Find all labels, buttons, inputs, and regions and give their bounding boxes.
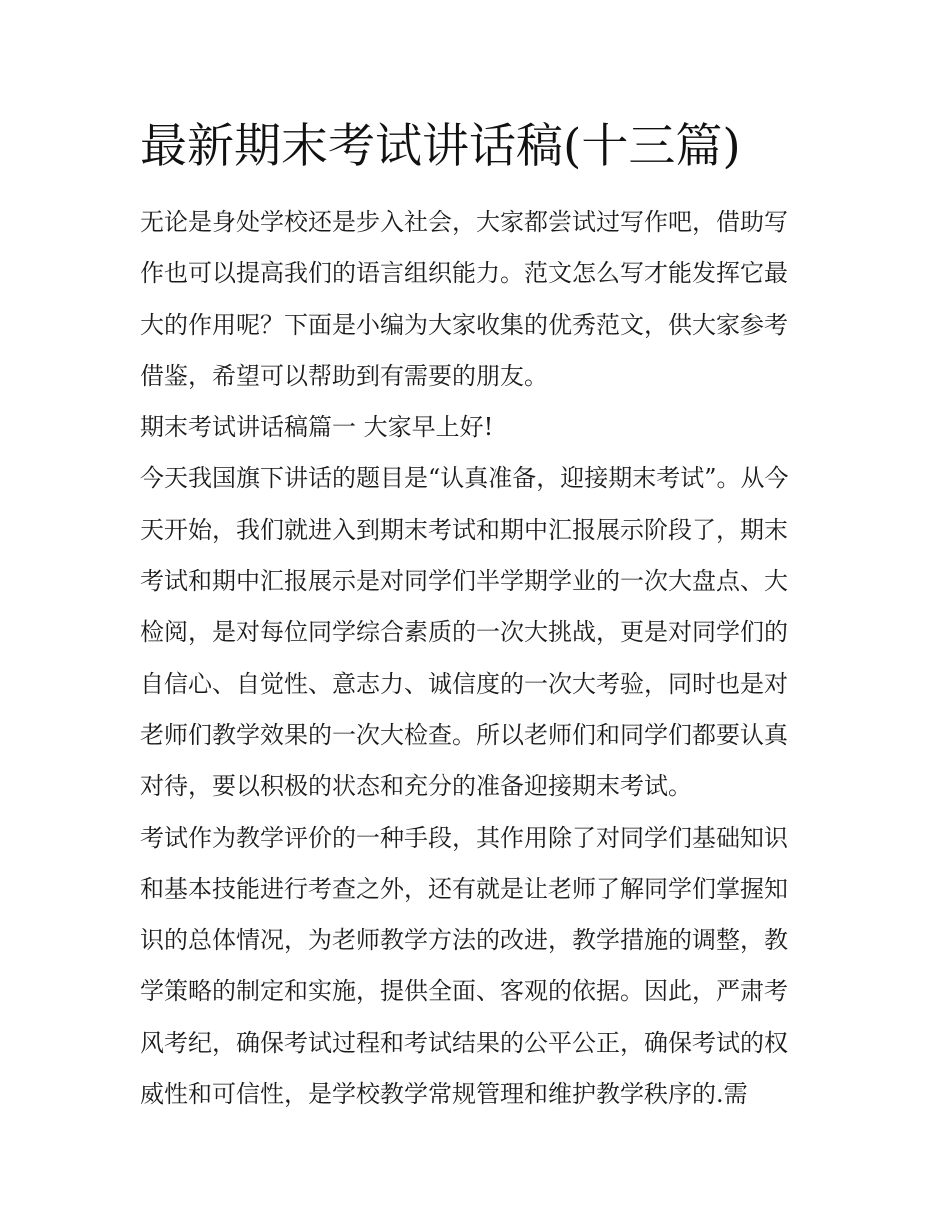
text-line: 老师们教学效果的一次大检查。所以老师们和同学们都要认真 bbox=[140, 720, 788, 749]
document-title: 最新期末考试讲话稿(十三篇) bbox=[140, 119, 741, 174]
text-line: 自信心、自觉性、意志力、诚信度的一次大考验，同时也是对 bbox=[140, 669, 788, 698]
text-line: 大的作用呢？下面是小编为大家收集的优秀范文，供大家参考 bbox=[140, 310, 788, 339]
text-line: 无论是身处学校还是步入社会，大家都尝试过写作吧，借助写 bbox=[140, 208, 788, 236]
text-line: 识的总体情况，为老师教学方法的改进，教学措施的调整，教 bbox=[140, 926, 788, 955]
text-line: 今天我国旗下讲话的题目是“认真准备，迎接期末考试”。从今 bbox=[140, 464, 789, 493]
intro-paragraph bbox=[140, 197, 820, 402]
speech-paragraph-1 bbox=[140, 453, 820, 812]
text-line: 对待，要以积极的状态和充分的准备迎接期末考试。 bbox=[140, 772, 692, 801]
document-body bbox=[140, 197, 820, 1120]
text-line: 学策略的制定和实施，提供全面、客观的依据。因此，严肃考 bbox=[140, 977, 788, 1006]
text-line: 期末考试讲话稿篇一 大家早上好! bbox=[140, 413, 494, 442]
text-line: 和基本技能进行考查之外，还有就是让老师了解同学们掌握知 bbox=[140, 874, 788, 903]
text-line: 考试作为教学评价的一种手段，其作用除了对同学们基础知识 bbox=[140, 823, 788, 852]
text-line: 检阅，是对每位同学综合素质的一次大挑战，更是对同学们的 bbox=[140, 618, 788, 647]
text-line: 考试和期中汇报展示是对同学们半学期学业的一次大盘点、大 bbox=[140, 567, 788, 596]
text-line: 天开始，我们就进入到期末考试和期中汇报展示阶段了，期末 bbox=[140, 515, 788, 544]
text-line: 威性和可信性，是学校教学常规管理和维护教学秩序的.需 bbox=[140, 1080, 748, 1109]
section-heading-paragraph bbox=[140, 402, 820, 453]
text-line: 风考纪，确保考试过程和考试结果的公平公正，确保考试的权 bbox=[140, 1028, 788, 1057]
text-line: 作也可以提高我们的语言组织能力。范文怎么写才能发挥它最 bbox=[140, 259, 788, 288]
text-line: 借鉴，希望可以帮助到有需要的朋友。 bbox=[140, 361, 548, 390]
speech-paragraph-2 bbox=[140, 813, 820, 1121]
